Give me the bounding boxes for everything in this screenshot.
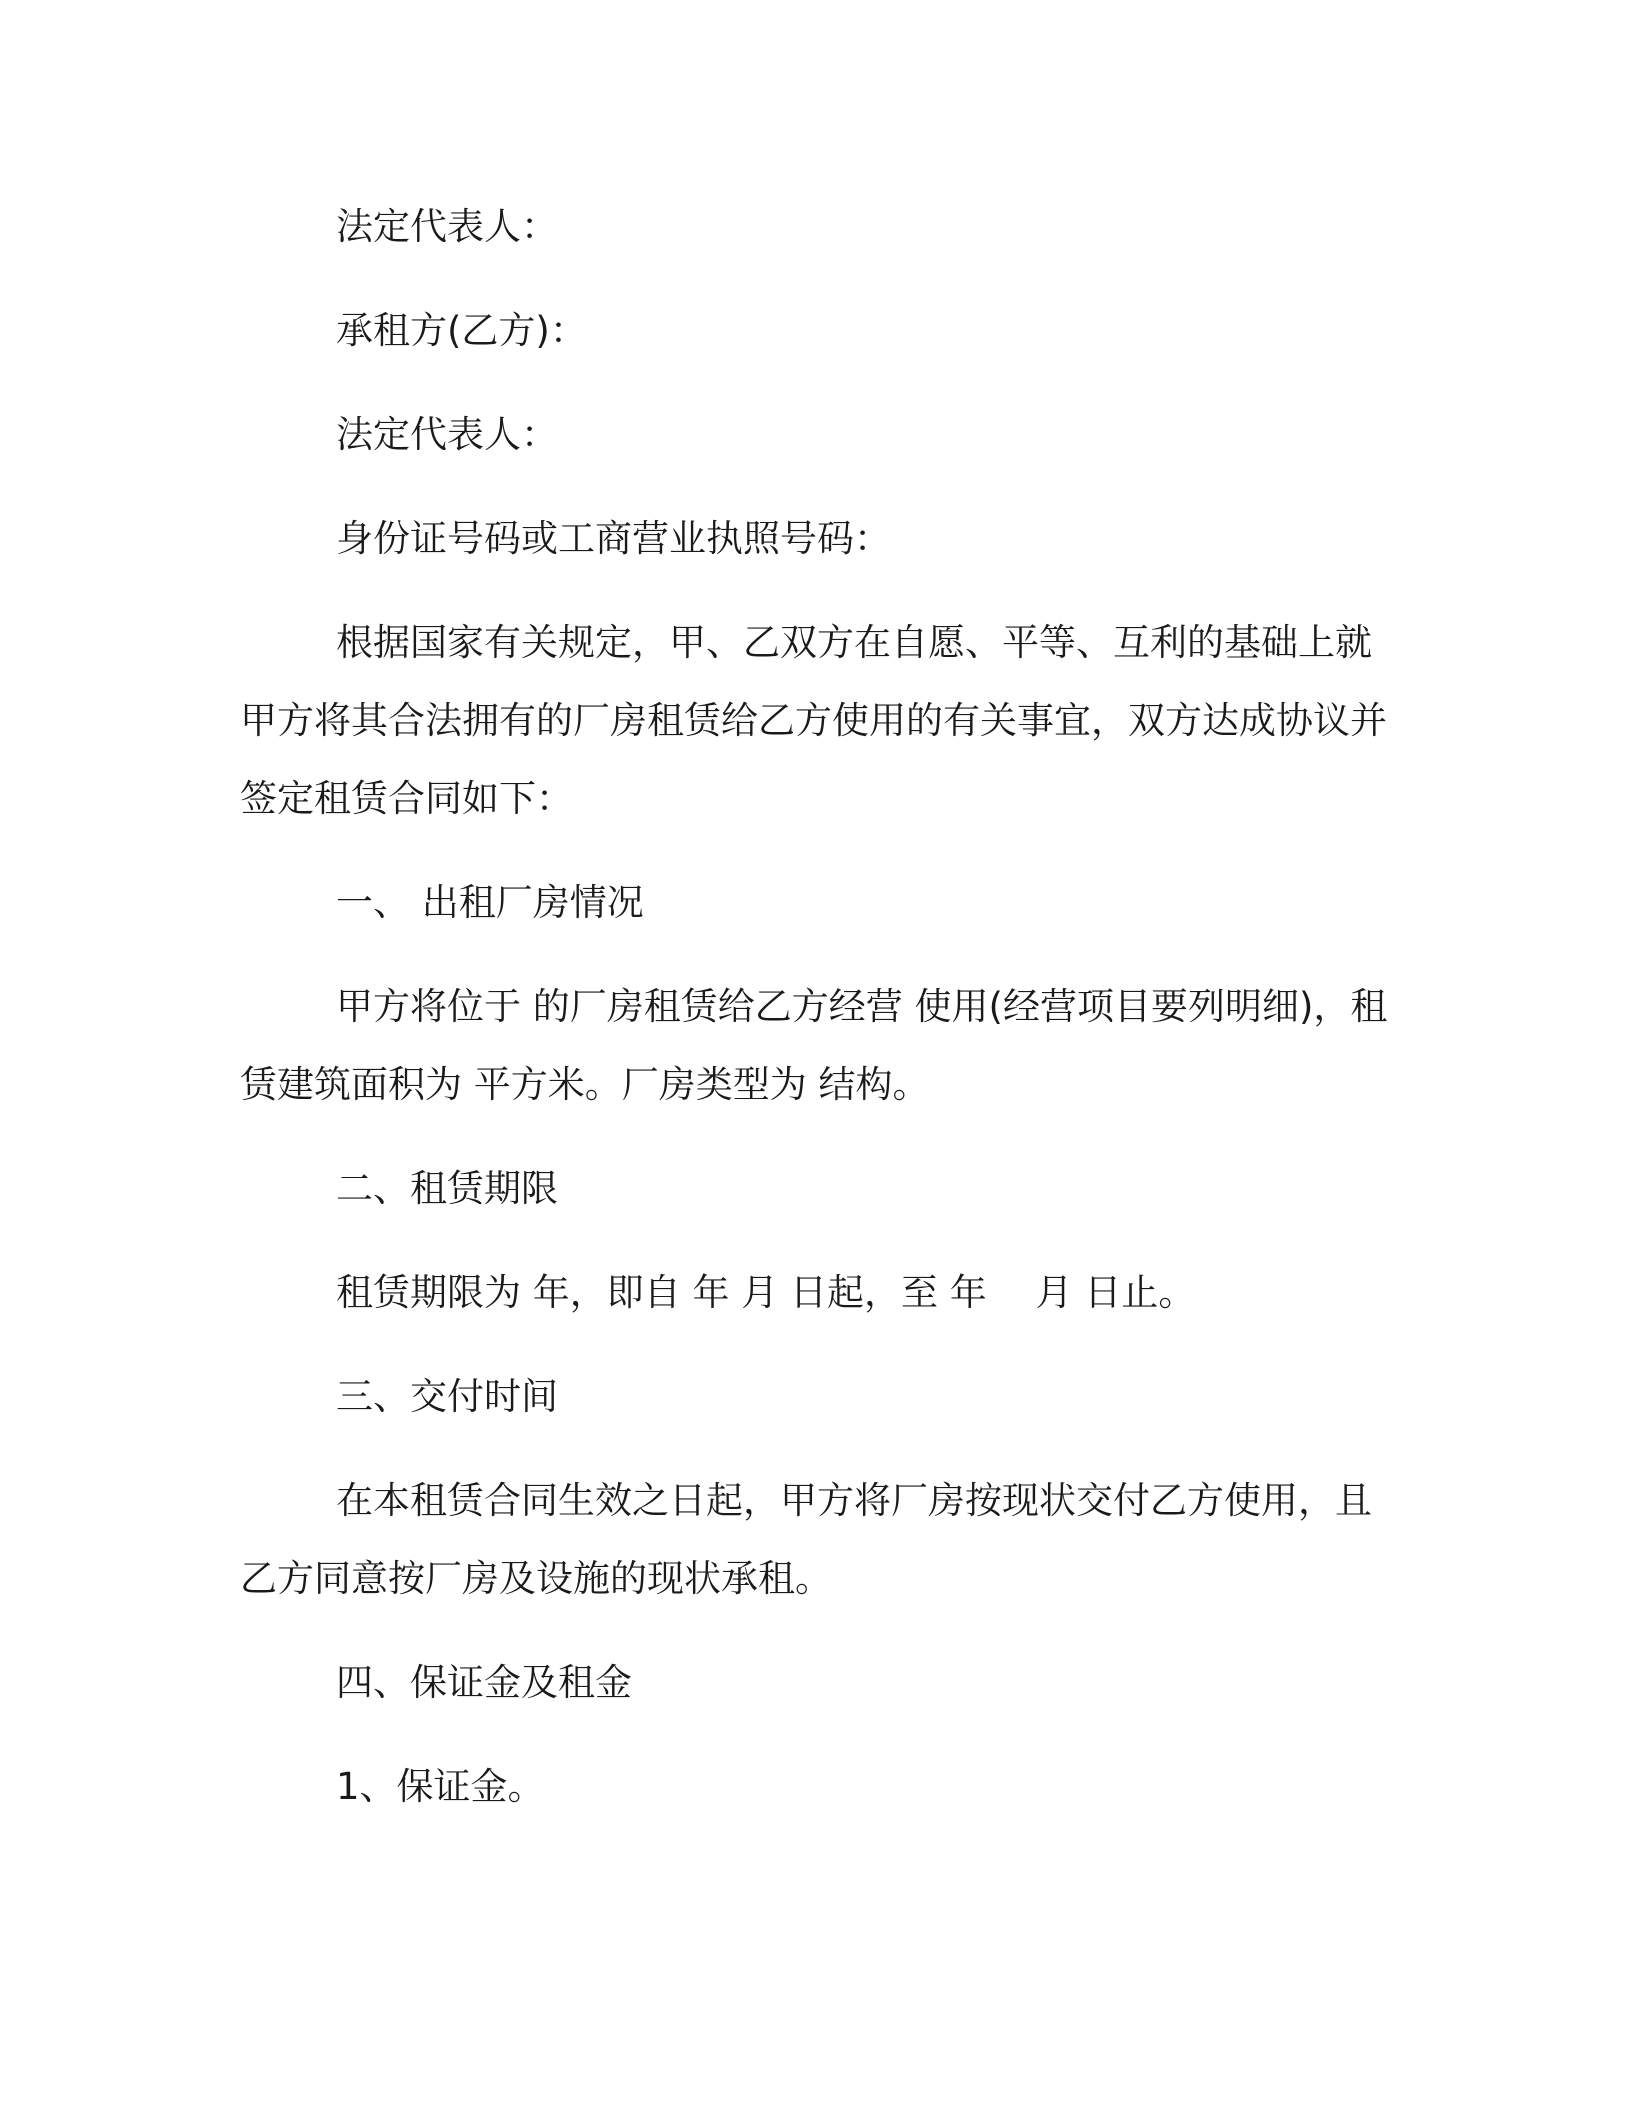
intro-paragraph: 根据国家有关规定，甲、乙双方在自愿、平等、互利的基础上就甲方将其合法拥有的厂房租赁给乙方使用的有关事宜，双方达成协议并签定租赁合同如下： xyxy=(240,621,1387,820)
spacer xyxy=(240,838,1390,864)
spacer xyxy=(240,942,1390,968)
spacer xyxy=(240,1436,1390,1462)
spacer xyxy=(240,1618,1390,1644)
section-4-item-1: 1、保证金。 xyxy=(336,1765,545,1808)
section-1-heading: 一、 出租厂房情况 xyxy=(336,881,644,924)
spacer xyxy=(240,1722,1390,1748)
section-1-text: 甲方将位于 的厂房租赁给乙方经营 使用(经营项目要列明细)，租赁建筑面积为 平方米。厂房类型为 结构。 xyxy=(240,985,1388,1106)
section-4-heading: 四、保证金及租金 xyxy=(336,1661,632,1704)
spacer xyxy=(240,1332,1390,1358)
spacer xyxy=(240,1124,1390,1150)
section-2-text: 租赁期限为 年，即自 年 月 日起，至 年 月 日止。 xyxy=(336,1271,1196,1314)
id-number-line: 身份证号码或工商营业执照号码： xyxy=(336,517,891,560)
spacer xyxy=(240,578,1390,604)
lessee-legal-representative-line: 法定代表人： xyxy=(336,413,558,456)
spacer xyxy=(240,1228,1390,1254)
spacer xyxy=(240,370,1390,396)
section-3-text: 在本租赁合同生效之日起，甲方将厂房按现状交付乙方使用，且乙方同意按厂房及设施的现状承租。 xyxy=(240,1479,1372,1600)
spacer xyxy=(240,266,1390,292)
spacer xyxy=(240,474,1390,500)
lessee-line: 承租方(乙方)： xyxy=(336,309,587,352)
legal-representative-line: 法定代表人： xyxy=(336,205,558,248)
section-2-heading: 二、租赁期限 xyxy=(336,1167,558,1210)
section-3-heading: 三、交付时间 xyxy=(336,1375,558,1418)
contract-body xyxy=(240,188,1390,1826)
